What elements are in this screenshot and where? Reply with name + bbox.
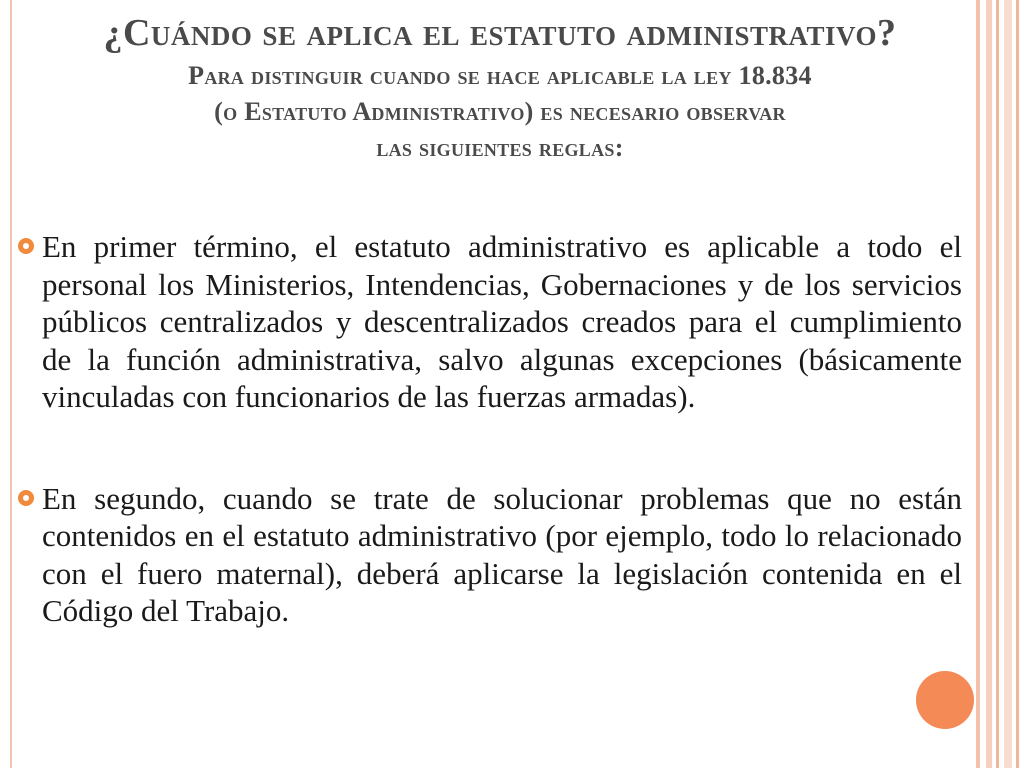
- bullet-item: [18, 228, 962, 416]
- bullet-list: [18, 228, 962, 694]
- left-decorative-rule: [10, 0, 12, 768]
- bullet-text: En primer término, el estatuto administrativo es aplicable a todo el personal los Ministerios, Intendencias, Gobernaciones y de los servicios públicos centralizados y descentralizados creados para el cumplimiento de la función administrativa, salvo algunas excepciones (básicamente vinculadas con funcionarios de las fuerzas armadas).: [42, 229, 962, 414]
- decorative-stripe: [986, 0, 992, 768]
- decorative-orange-circle: [916, 671, 974, 729]
- slide-subtitle-line: (o Estatuto Administrativo) es necesario observar: [214, 97, 786, 126]
- bullet-circle-icon: [18, 238, 34, 254]
- decorative-stripe: [1004, 0, 1012, 768]
- right-decorative-stripes: [976, 0, 1024, 768]
- bullet-circle-icon: [18, 490, 34, 506]
- decorative-stripe: [996, 0, 999, 768]
- slide-subtitle-line: Para distinguir cuando se hace aplicable la ley 18.834: [188, 61, 812, 90]
- decorative-stripe: [1016, 0, 1019, 768]
- bullet-item: [18, 480, 962, 630]
- decorative-stripe: [976, 0, 980, 768]
- slide-title: ¿Cuándo se aplica el estatuto administrativo?: [103, 12, 897, 54]
- slide-subtitle-line: las siguientes reglas:: [376, 133, 624, 162]
- bullet-text: En segundo, cuando se trate de solucionar problemas que no están contenidos en el estatuto administrativo (por ejemplo, todo lo relacionado con el fuero maternal), deberá aplicarse la legislación contenida en el Código del Trabajo.: [42, 480, 962, 628]
- slide-title-block: [30, 14, 970, 166]
